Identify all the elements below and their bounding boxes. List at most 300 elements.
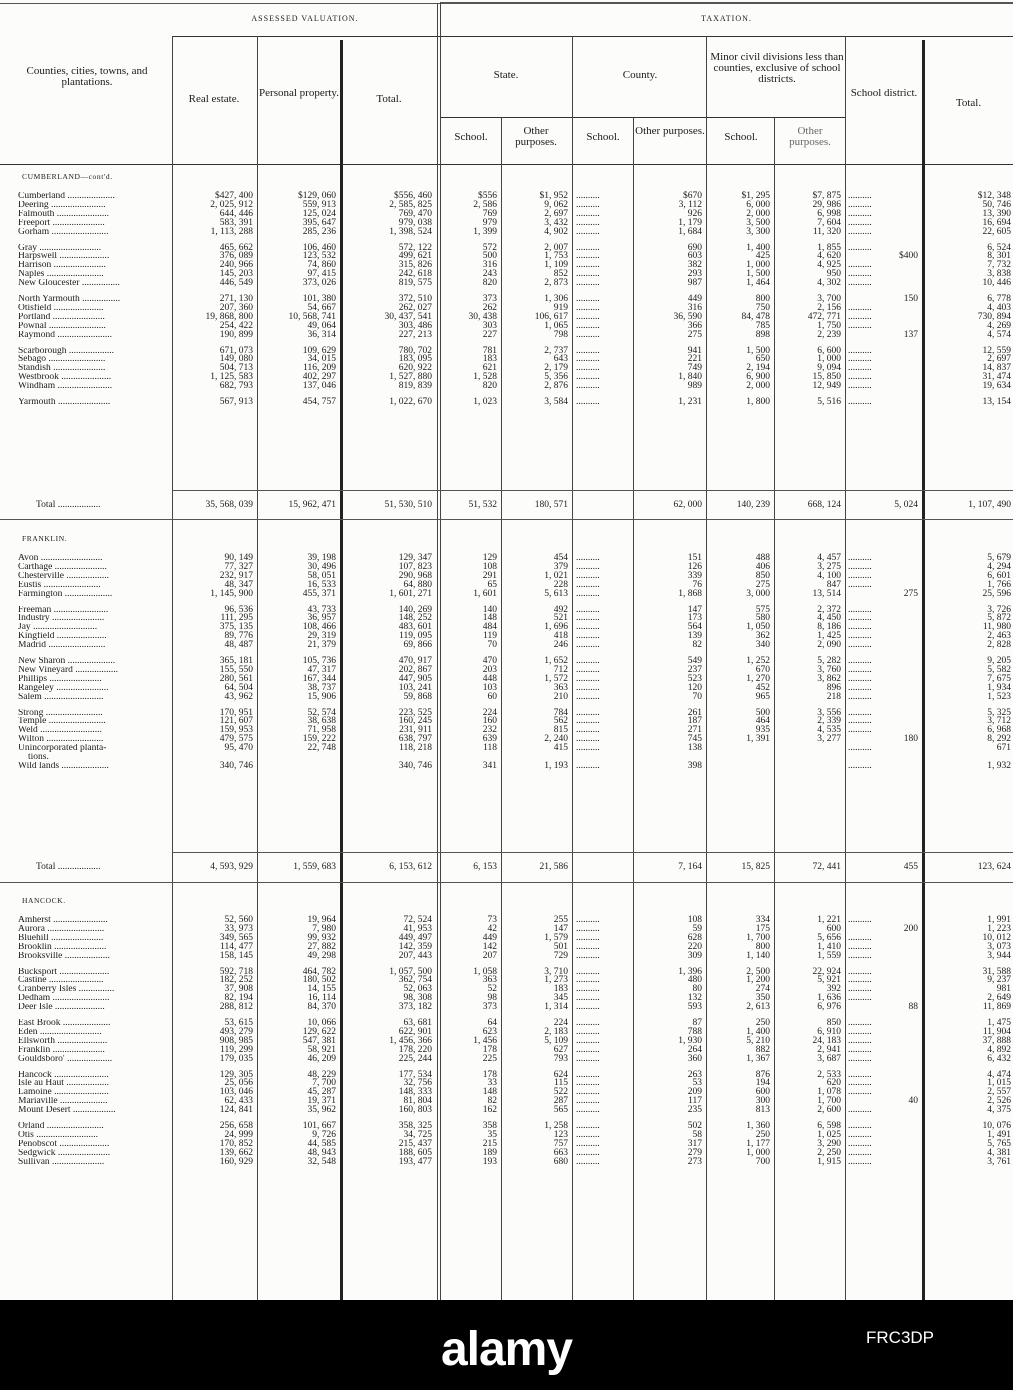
value-cell: 10, 446 [982,278,1011,289]
empty-cell-leader: .......... [848,217,872,228]
empty-cell-leader: .......... [848,1078,872,1089]
place-name: Portland ...................... [18,312,105,322]
value-cell: 3, 073 [987,941,1011,952]
empty-cell-leader: .......... [576,278,600,289]
value-cell: 363 [553,682,568,693]
value-cell: 5, 282 [817,656,841,666]
value-cell: 549 [687,656,702,666]
value-cell: 769 [482,208,497,219]
value-cell: 9, 094 [817,363,841,374]
value-cell: 1, 410 [817,941,841,952]
value-cell: 2, 463 [987,631,1011,642]
empty-cell-leader: .......... [848,363,872,374]
value-cell: 149, 080 [219,354,253,365]
value-cell: 2, 533 [817,1069,841,1080]
place-name: Gouldsboro' ................... [18,1054,113,1064]
value-cell: 1, 065 [544,320,568,331]
value-cell: 148 [482,613,497,624]
empty-cell-leader: .......... [576,656,600,666]
value-cell: 780, 702 [398,345,432,356]
value-cell: 572 [482,242,497,253]
value-cell: 2, 000 [746,208,770,219]
value-cell: 303 [482,320,497,331]
value-cell: 22, 748 [307,743,336,754]
value-cell: 69, 866 [403,640,432,651]
value-cell: 303, 486 [398,320,432,331]
value-cell: 981 [996,984,1011,995]
place-name: North Yarmouth ................ [18,295,121,304]
value-cell: 644, 446 [219,208,253,219]
value-cell: 194 [755,1078,770,1089]
total-row [0,862,1013,872]
value-cell: 159, 953 [219,725,253,736]
section-heading: HANCOCK. [22,896,66,905]
table-row [0,1003,1013,1012]
value-cell: 2, 585, 825 [389,199,432,210]
value-cell: 103, 241 [398,682,432,693]
value-cell: $7, 875 [812,191,841,201]
empty-cell-leader: .......... [848,302,872,313]
value-cell: 2, 239 [817,329,841,340]
value-cell: 108 [482,561,497,572]
value-cell: 52, 574 [307,707,336,718]
value-cell: 950 [826,269,841,280]
value-cell: 81, 804 [403,1096,432,1107]
value-cell: 82, 194 [224,993,253,1004]
table-row [0,228,1013,237]
place-name: Salem ......................... [18,692,104,702]
empty-cell-leader: .......... [576,1129,600,1140]
value-cell: 1, 400 [746,1026,770,1037]
empty-cell-leader: .......... [848,656,872,666]
total-label: Total .................. [36,862,101,872]
value-cell: 896 [826,682,841,693]
value-cell: 12, 949 [812,381,841,392]
value-cell: 1, 652 [544,656,568,666]
value-cell: 623 [482,1026,497,1037]
empty-cell-leader: .......... [848,278,872,289]
value-cell: 847 [826,579,841,590]
value-cell: 1, 193 [544,760,568,771]
value-cell: 14, 155 [307,984,336,995]
value-cell: 180, 502 [302,975,336,986]
empty-cell-leader: .......... [576,682,600,693]
value-cell: 148 [482,1087,497,1098]
value-cell: 37, 908 [224,984,253,995]
empty-cell-leader: .......... [848,320,872,331]
place-name: Strong ........................ [18,708,103,717]
value-cell: 33 [487,1078,497,1089]
place-name: East Brook .................... [18,1019,111,1028]
value-cell: 183 [553,984,568,995]
value-cell: 30, 437, 541 [384,311,432,322]
table-row [0,684,1013,693]
empty-cell-leader: .......... [848,743,872,754]
value-cell: 73 [487,915,497,925]
value-cell: 160, 929 [219,1156,253,1167]
value-cell: 876 [755,1069,770,1080]
value-cell: 1, 057, 500 [389,966,432,977]
value-cell: 1, 140 [746,950,770,961]
value-cell: 521 [553,613,568,624]
value-cell: 1, 456 [473,1035,497,1046]
value-cell: 262 [482,302,497,313]
value-cell: 132 [687,993,702,1004]
value-cell: 446, 549 [219,278,253,289]
value-cell: 6, 000 [746,199,770,210]
table-row [0,219,1013,228]
empty-cell-leader: .......... [848,226,872,237]
value-cell: 5, 516 [817,397,841,407]
value-cell: 10, 076 [982,1121,1011,1131]
empty-cell-leader: .......... [848,579,872,590]
value-cell: 16, 694 [982,217,1011,228]
value-cell: 19, 371 [307,1096,336,1107]
value-cell: 565 [553,1105,568,1116]
empty-cell-leader: .......... [576,993,600,1004]
value-cell: 48, 229 [307,1069,336,1080]
empty-cell-leader: .......... [848,1147,872,1158]
value-cell: 8, 292 [987,734,1011,745]
value-cell: 1, 050 [746,622,770,633]
empty-cell-leader: .......... [848,1026,872,1037]
empty-cell-leader: .......... [576,226,600,237]
value-cell: 89, 776 [224,631,253,642]
value-cell: 13, 154 [982,397,1011,407]
table-row [0,1055,1013,1064]
value-cell: 1, 840 [678,372,702,383]
value-cell: 3, 862 [817,673,841,684]
value-cell: 500 [482,251,497,262]
value-cell: $670 [683,191,702,201]
value-cell: 255 [553,915,568,925]
value-cell: 2, 526 [987,1096,1011,1107]
value-cell: 105, 736 [302,656,336,666]
value-cell: 926 [687,208,702,219]
empty-cell-leader: .......... [576,208,600,219]
total-value: 123, 624 [977,862,1011,872]
value-cell: 341 [482,760,497,771]
value-cell: 523 [687,673,702,684]
value-cell: 273 [687,1156,702,1167]
value-cell: 52, 560 [224,915,253,925]
value-cell: 2, 007 [544,242,568,253]
value-cell: 263 [687,1069,702,1080]
value-cell: 1, 023 [473,397,497,407]
value-cell: 1, 022, 670 [389,397,432,407]
value-cell: 178 [482,1069,497,1080]
place-name: Ellsworth ..................... [18,1036,108,1046]
value-cell: 4, 457 [817,553,841,563]
value-cell: 501 [553,941,568,952]
place-name: Chesterville .................. [18,571,110,581]
value-cell: 1, 314 [544,1002,568,1013]
value-cell: 339 [687,570,702,581]
value-cell: 522 [553,1087,568,1098]
value-cell: 202, 867 [398,664,432,675]
empty-cell-leader: .......... [576,923,600,934]
value-cell: 639 [482,734,497,745]
empty-cell-leader: .......... [576,734,600,745]
total-value: 5, 024 [894,500,918,510]
value-cell: 250 [755,1018,770,1028]
value-cell: 203 [482,664,497,675]
value-cell: 1, 223 [987,923,1011,934]
value-cell: 120 [687,682,702,693]
value-cell: 1, 601, 271 [389,588,432,599]
value-cell: 373, 182 [398,1002,432,1013]
value-cell: 160, 245 [398,716,432,727]
value-cell: 30, 438 [468,311,497,322]
value-cell: 2, 876 [544,381,568,392]
value-cell: 8, 186 [817,622,841,633]
value-cell: 65 [487,579,497,590]
value-cell: 49, 064 [307,320,336,331]
taxation-title: TAXATION. [701,14,752,23]
value-cell: 279 [687,1147,702,1158]
value-cell: 690 [687,242,702,253]
empty-cell-leader: .......... [576,673,600,684]
table-row [0,1088,1013,1097]
value-cell: 820 [482,381,497,392]
value-cell: 9, 237 [987,975,1011,986]
value-cell: 6, 598 [817,1121,841,1131]
table-row [0,641,1013,650]
place-name: Gorham ........................ [18,227,109,237]
empty-cell-leader: .......... [576,613,600,624]
value-cell: 188, 605 [398,1147,432,1158]
empty-cell-leader: .......... [848,1069,872,1080]
value-cell: 145, 203 [219,269,253,280]
value-cell: 207, 360 [219,302,253,313]
value-cell: 340, 746 [219,760,253,771]
value-cell: 287 [553,1096,568,1107]
value-cell: 2, 649 [987,993,1011,1004]
empty-cell-leader: .......... [848,613,872,624]
value-cell: 147 [687,604,702,615]
value-cell: 749 [687,363,702,374]
value-cell: 4, 902 [544,226,568,237]
value-cell: 373 [482,1002,497,1013]
value-cell: 800 [755,941,770,952]
value-cell: 193, 477 [398,1156,432,1167]
empty-cell-leader: .......... [576,1138,600,1149]
value-cell: 2, 339 [817,716,841,727]
value-cell: 1, 559 [817,950,841,961]
value-cell: 850 [755,570,770,581]
value-cell: 362, 754 [398,975,432,986]
value-cell: 46, 209 [307,1053,336,1064]
value-cell: 2, 194 [746,363,770,374]
value-cell: 271, 130 [219,294,253,304]
value-cell: 29, 319 [307,631,336,642]
empty-cell-leader: .......... [576,1069,600,1080]
value-cell: 224 [482,707,497,718]
value-cell: 64, 504 [224,682,253,693]
value-cell: 317 [687,1138,702,1149]
value-cell: 2, 941 [817,1044,841,1055]
value-cell: 227, 213 [398,329,432,340]
value-cell: 34, 725 [403,1129,432,1140]
empty-cell-leader: .......... [576,1156,600,1167]
value-cell: 600 [826,923,841,934]
value-cell: 3, 726 [987,604,1011,615]
table-row [0,382,1013,391]
value-cell: 350 [755,993,770,1004]
empty-cell-leader: .......... [576,975,600,986]
value-cell: 114, 477 [220,941,253,952]
value-cell: 1, 179 [678,217,702,228]
value-cell: 680 [553,1156,568,1167]
value-cell: 1, 078 [817,1087,841,1098]
place-name: Jay ........................... [18,623,98,632]
value-cell: 64 [487,1018,497,1028]
value-cell: 941 [687,345,702,356]
value-cell: 979, 038 [398,217,432,228]
value-cell: $400 [899,251,918,262]
total-value: 15, 962, 471 [288,500,336,510]
value-cell: 2, 156 [817,302,841,313]
empty-cell-leader: .......... [576,570,600,581]
empty-cell-leader: .......... [576,199,600,210]
value-cell: 402, 297 [302,372,336,383]
value-cell: 449 [687,294,702,304]
place-name: Raymond ....................... [18,330,112,340]
value-cell: 8, 301 [987,251,1011,262]
table-row [0,744,1013,753]
value-cell: 9, 062 [544,199,568,210]
value-cell: 1, 579 [544,932,568,943]
value-cell: 58 [692,1129,702,1140]
value-cell: 77, 327 [224,561,253,572]
value-cell: 36, 590 [673,311,702,322]
value-cell: 25, 056 [224,1078,253,1089]
value-cell: 24, 999 [224,1129,253,1140]
place-name: Penobscot ..................... [18,1139,110,1149]
value-cell: 82 [692,640,702,651]
value-cell: 13, 514 [812,588,841,599]
empty-cell-leader: .......... [848,915,872,925]
empty-cell-leader: .......... [848,381,872,392]
minor-civil-divisions-header: Minor civil divisions less than counties, exclusive of school districts. [710,51,844,85]
value-cell: 148, 333 [398,1087,432,1098]
value-cell: 227 [482,329,497,340]
real-estate-header: Real estate. [188,93,240,105]
county-school-header: School. [586,131,620,143]
place-name: Hancock ....................... [18,1070,109,1079]
empty-cell-leader: .......... [576,302,600,313]
value-cell: 4, 535 [817,725,841,736]
total-value: 51, 532 [468,500,497,510]
value-cell: 6, 900 [746,372,770,383]
value-cell: 316 [482,260,497,271]
empty-cell-leader: .......... [848,311,872,322]
value-cell: 7, 732 [987,260,1011,271]
empty-cell-leader: .......... [576,269,600,280]
value-cell: 729 [553,950,568,961]
value-cell: 3, 712 [987,716,1011,727]
value-cell: 115 [554,1078,568,1089]
value-cell: 499, 621 [398,251,432,262]
empty-cell-leader: .......... [576,329,600,340]
value-cell: 2, 586 [473,199,497,210]
value-cell: 366 [687,320,702,331]
value-cell: 2, 737 [544,345,568,356]
value-cell: 24, 183 [812,1035,841,1046]
value-cell: 472, 771 [807,311,841,322]
value-cell: 603 [687,251,702,262]
place-name: Isle au Haut .................. [18,1079,110,1088]
value-cell: 58, 051 [307,570,336,581]
empty-cell-leader: .......... [848,561,872,572]
value-cell: 373 [482,294,497,304]
place-name: Naples ........................ [18,270,104,279]
value-cell: 448 [482,673,497,684]
value-cell: 345 [553,993,568,1004]
value-cell: 1, 601 [473,588,497,599]
empty-cell-leader: .......... [848,191,872,201]
empty-cell-leader: .......... [848,941,872,952]
value-cell: 228 [553,579,568,590]
value-cell: 820 [482,278,497,289]
value-cell: 3, 000 [746,588,770,599]
value-cell: 95, 470 [224,743,253,754]
value-cell: 32, 756 [403,1078,432,1089]
empty-cell-leader: .......... [576,345,600,356]
value-cell: 116, 209 [303,363,336,374]
value-cell: 107, 823 [398,561,432,572]
total-value: 35, 568, 039 [205,500,253,510]
value-cell: 3, 275 [817,561,841,572]
value-cell: 119 [483,631,497,642]
value-cell: 3, 290 [817,1138,841,1149]
value-cell: 502 [687,1121,702,1131]
place-name: Freeman ....................... [18,605,109,614]
empty-cell-leader: .......... [576,242,600,253]
value-cell: 200 [903,923,918,934]
value-cell: 1, 500 [746,269,770,280]
value-cell: 242, 618 [398,269,432,280]
value-cell: 243 [482,269,497,280]
table-row [0,590,1013,599]
empty-cell-leader: .......... [576,1147,600,1158]
value-cell: 45, 287 [307,1087,336,1098]
value-cell: 671 [996,743,1011,754]
personal-property-header: Personal property. [259,87,339,99]
value-cell: 63, 681 [403,1018,432,1028]
empty-cell-leader: .......... [576,716,600,727]
value-cell: 2, 240 [544,734,568,745]
table-row [0,581,1013,590]
value-cell: 162 [482,1105,497,1116]
total-value: 6, 153 [473,862,497,872]
minor-other-header: Other purposes. [789,125,831,148]
empty-cell-leader: .......... [848,631,872,642]
place-name: Farmington .................... [18,589,113,599]
value-cell: 3, 760 [817,664,841,675]
value-cell: 3, 838 [987,269,1011,280]
value-cell: 118, 218 [399,743,432,754]
value-cell: 455, 371 [302,588,336,599]
value-cell: 592, 718 [219,966,253,977]
empty-cell-leader: .......... [848,640,872,651]
value-cell: 261 [687,707,702,718]
value-cell: 10, 066 [307,1018,336,1028]
value-cell: 6, 601 [987,570,1011,581]
value-cell: 106, 617 [534,311,568,322]
value-cell: 750 [755,302,770,313]
value-cell: 583, 391 [219,217,253,228]
